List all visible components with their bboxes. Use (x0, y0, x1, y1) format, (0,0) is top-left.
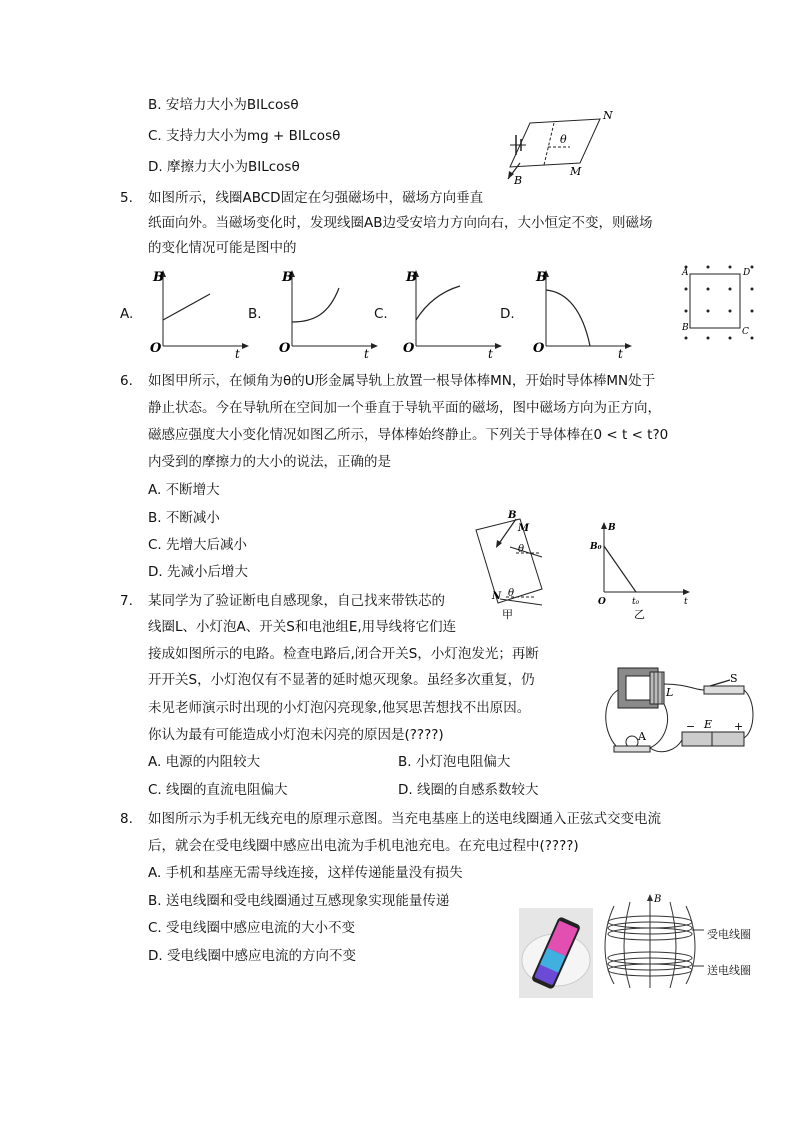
q5-graph-c (398, 268, 508, 360)
q6-jia-m: M (518, 523, 530, 534)
q8-label-b: B (654, 894, 662, 905)
q7-label-a: A (638, 730, 646, 743)
q6-number: 6. (120, 373, 133, 389)
q6-line-1: 如图甲所示，在倾角为θ的U形金属导轨上放置一根导体棒MN，开始时导体棒MN处于 (148, 373, 656, 389)
q6-figure-jia (458, 505, 558, 623)
q6-option-b: B. 不断减小 (148, 510, 220, 526)
q8-coil-diagram (600, 892, 790, 992)
q5-graph-a (145, 268, 255, 360)
q7-option-d: D. 线圈的自感系数较大 (398, 782, 539, 798)
q5-graph-b-origin: O (279, 341, 291, 356)
q6-yi-t0: t₀ (632, 597, 640, 607)
q5-graph-c-xlabel: t (488, 347, 493, 360)
q7-label-minus: − (686, 720, 696, 733)
q7-option-b: B. 小灯泡电阻偏大 (398, 754, 511, 770)
q6-jia-n: N (492, 591, 502, 602)
q4-rail-figure (498, 105, 623, 185)
q6-jia-theta-top: θ (518, 544, 525, 555)
q8-option-a: A. 手机和基座无需导线连接，这样传递能量没有损失 (148, 865, 463, 881)
q5-line-2: 纸面向外。当磁场变化时，发现线圈AB边受安培力方向向右，大小恒定不变，则磁场 (148, 215, 653, 231)
q7-number: 7. (120, 593, 133, 609)
q8-phone-photo (519, 908, 593, 998)
q6-jia-theta-bottom: θ (508, 588, 515, 599)
q7-option-a: A. 电源的内阻较大 (148, 754, 261, 770)
q6-option-c: C. 先增大后减小 (148, 537, 248, 553)
q6-line-4: 内受到的摩擦力的大小的说法，正确的是 (148, 454, 391, 470)
q7-label-e: E (704, 718, 713, 731)
q6-yi-b0: B₀ (590, 542, 602, 552)
q5-coil-d: D (743, 268, 751, 278)
q4-option-d: D. 摩擦力大小为BILcosθ (148, 159, 300, 175)
q7-line-4: 开开关S，小灯泡仅有不显著的延时熄灭现象。虽经多次重复，仍 (148, 672, 535, 688)
q5-graph-b-xlabel: t (364, 347, 369, 360)
q5-coil-b: B (682, 323, 689, 333)
q6-line-3: 磁感应强度大小变化情况如图乙所示，导体棒始终静止。下列关于导体棒在0 < t < t?0 (148, 427, 669, 443)
q6-figure-yi (588, 520, 698, 620)
q5-graph-d-origin: O (533, 341, 545, 356)
q5-coil-c: C (742, 327, 749, 337)
q5-graph-d-label: D. (500, 306, 515, 322)
q7-line-6: 你认为最有可能造成小灯泡未闪亮的原因是(????) (148, 727, 444, 743)
q8-number: 8. (120, 811, 133, 827)
q7-line-1: 某同学为了验证断电自感现象，自己找来带铁芯的 (148, 593, 445, 609)
q8-line-2: 后，就会在受电线圈中感应出电流为手机电池充电。在充电过程中(????) (148, 838, 579, 854)
q4-option-c: C. 支持力大小为mg + BILcosθ (148, 128, 341, 144)
q6-yi-b: B (608, 523, 616, 533)
q5-graph-b-ylabel: B (282, 270, 293, 285)
q4-label-n: N (603, 109, 613, 122)
q5-graph-d (528, 268, 638, 360)
q7-label-plus: + (734, 720, 744, 733)
q6-jia-b: B (508, 510, 517, 521)
q5-graph-a-ylabel: B (153, 270, 164, 285)
q7-option-c: C. 线圈的直流电阻偏大 (148, 782, 288, 798)
q5-graph-c-label: C. (374, 306, 388, 322)
q5-number: 5. (120, 190, 133, 206)
q6-yi-origin: O (598, 597, 606, 607)
q7-label-l: L (666, 686, 674, 699)
q8-label-send-coil: 送电线圈 (707, 964, 751, 977)
q6-option-a: A. 不断增大 (148, 482, 220, 498)
q4-label-b: B (514, 174, 523, 185)
q5-graph-a-xlabel: t (235, 347, 240, 360)
q8-option-d: D. 受电线圈中感应电流的方向不变 (148, 948, 356, 964)
q6-yi-t: t (684, 597, 688, 607)
q8-line-1: 如图所示为手机无线充电的原理示意图。当充电基座上的送电线圈通入正弦式交变电流 (148, 811, 661, 827)
q4-label-m: M (570, 165, 582, 178)
q7-line-5: 未见老师演示时出现的小灯泡闪亮现象,他冥思苦想找不出原因。 (148, 700, 531, 716)
q6-jia-caption: 甲 (502, 608, 513, 621)
q5-graph-c-origin: O (403, 341, 415, 356)
q6-option-d: D. 先减小后增大 (148, 564, 248, 580)
q5-graph-b (274, 268, 384, 360)
q6-yi-caption: 乙 (634, 608, 645, 620)
q5-graph-c-ylabel: B (406, 270, 417, 285)
q5-graph-d-xlabel: t (618, 347, 623, 360)
q7-line-2: 线圈L、小灯泡A、开关S和电池组E,用导线将它们连 (148, 619, 457, 635)
q5-coil-a: A (682, 268, 689, 278)
q5-line-3: 的变化情况可能是图中的 (148, 240, 297, 256)
q6-line-2: 静止状态。今在导轨所在空间加一个垂直于导轨平面的磁场，图中磁场方向为正方向， (148, 400, 661, 416)
q5-graph-b-label: B. (248, 306, 262, 322)
q8-option-b: B. 送电线圈和受电线圈通过互感现象实现能量传递 (148, 893, 450, 909)
q7-label-s: S (730, 672, 738, 685)
q5-coil-figure (676, 262, 771, 344)
q7-circuit-figure (596, 660, 764, 764)
q5-graph-a-origin: O (150, 341, 162, 356)
q5-line-1: 如图所示，线圈ABCD固定在匀强磁场中，磁场方向垂直 (148, 190, 484, 206)
q5-graph-d-ylabel: B (536, 270, 547, 285)
q4-label-theta: θ (560, 133, 567, 146)
q8-option-c: C. 受电线圈中感应电流的大小不变 (148, 920, 356, 936)
q4-option-b: B. 安培力大小为BILcosθ (148, 97, 299, 113)
q5-graph-a-label: A. (120, 306, 134, 322)
q7-line-3: 接成如图所示的电路。检查电路后,闭合开关S，小灯泡发光；再断 (148, 646, 539, 662)
q8-label-receive-coil: 受电线圈 (707, 928, 751, 941)
